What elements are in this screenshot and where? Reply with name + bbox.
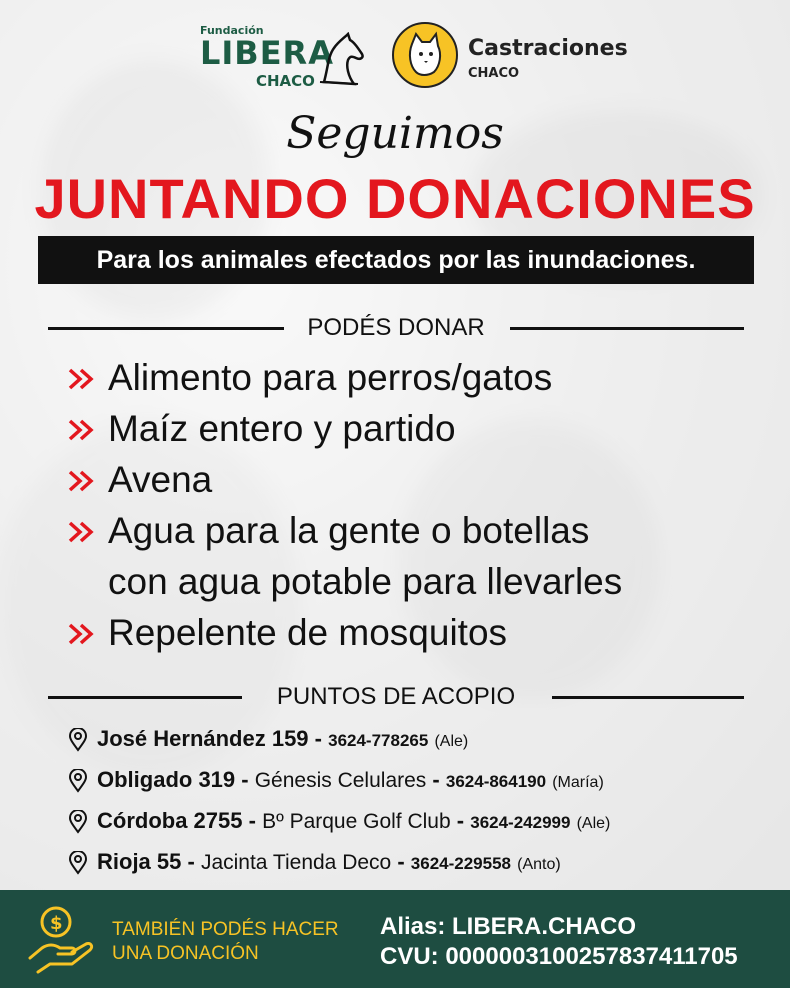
chevron-icon <box>68 367 96 391</box>
chevron-icon <box>68 418 96 442</box>
donation-message-line2: UNA DONACIÓN <box>112 943 259 964</box>
logo-bar <box>0 18 790 93</box>
list-item <box>68 352 768 403</box>
collection-points-list <box>68 724 768 888</box>
list-item-label: Repelente de mosquitos <box>108 612 508 653</box>
castraciones-region: CHACO <box>468 66 520 81</box>
point-phone: 3624-778265 <box>328 731 429 750</box>
svg-text:$: $ <box>50 913 63 934</box>
list-item-label: Maíz entero y partido <box>108 408 456 449</box>
point-phone: 3624-242999 <box>470 813 571 832</box>
libera-prefix: Fundación <box>200 24 264 37</box>
list-item <box>68 607 768 658</box>
point-contact: (María) <box>552 774 604 791</box>
footer-banner <box>0 890 790 988</box>
chevron-icon <box>68 622 96 646</box>
list-item-label: Agua para la gente o botellas <box>108 510 590 551</box>
headline: JUNTANDO DONACIONES <box>34 167 756 230</box>
list-item <box>68 454 768 505</box>
chevron-icon <box>68 520 96 544</box>
collection-point: José Hernández 159 - 3624-778265 (Ale) <box>68 724 768 765</box>
castraciones-name: Castraciones <box>468 36 628 61</box>
point-address: Córdoba 2755 <box>97 808 243 833</box>
list-item-label: con agua potable para llevarles <box>108 561 623 602</box>
point-contact: (Anto) <box>517 856 561 873</box>
intro-script: Seguimos <box>286 108 504 159</box>
point-place: Jacinta Tienda Deco <box>200 851 392 874</box>
point-place: Bº Parque Golf Club <box>262 810 451 833</box>
points-title: PUNTOS DE ACOPIO <box>276 683 516 710</box>
point-phone: 3624-229558 <box>410 854 512 873</box>
castraciones-chaco-logo <box>392 22 642 92</box>
collection-point: Rioja 55 - Jacinta Tienda Deco - 3624-229558 (Anto) <box>68 847 768 888</box>
point-place: Génesis Celulares <box>254 769 427 792</box>
point-phone: 3624-864190 <box>445 772 547 791</box>
cat-dog-icon <box>392 22 458 88</box>
donation-message-line1: TAMBIÉN PODÉS HACER <box>112 919 339 940</box>
donate-divider <box>48 313 744 343</box>
location-pin-icon <box>68 810 88 834</box>
list-item-label: Alimento para perros/gatos <box>108 357 553 398</box>
point-contact: (Ale) <box>434 733 469 750</box>
points-divider <box>48 682 744 712</box>
collection-point: Córdoba 2755 - Bº Parque Golf Club - 3624-242999 (Ale) <box>68 806 768 847</box>
cvu-text: CVU: 0000003100257837411705 <box>380 943 738 970</box>
libera-region: CHACO <box>256 72 315 90</box>
point-address: Obligado 319 <box>97 767 236 792</box>
list-item <box>68 505 768 556</box>
hand-money-icon <box>26 902 98 976</box>
subtitle-banner: Para los animales efectados por las inundaciones. <box>38 236 754 284</box>
location-pin-icon <box>68 769 88 793</box>
collection-point: Obligado 319 - Génesis Celulares - 3624-864190 (María) <box>68 765 768 806</box>
list-item-label: Avena <box>108 459 213 500</box>
donate-title: PODÉS DONAR <box>307 314 485 341</box>
location-pin-icon <box>68 728 88 752</box>
donation-message <box>112 918 339 966</box>
chevron-icon <box>68 469 96 493</box>
location-pin-icon <box>68 851 88 875</box>
point-address: José Hernández 159 <box>97 726 309 751</box>
list-item-continued <box>68 556 768 607</box>
list-item <box>68 403 768 454</box>
libera-name: LIBERA <box>200 34 334 72</box>
libera-chaco-logo <box>200 24 370 94</box>
point-contact: (Ale) <box>576 815 611 832</box>
donation-list <box>68 352 768 658</box>
horse-icon <box>318 32 366 88</box>
point-address: Rioja 55 <box>97 849 182 874</box>
payment-details <box>380 912 738 972</box>
alias-text: Alias: LIBERA.CHACO <box>380 913 637 940</box>
